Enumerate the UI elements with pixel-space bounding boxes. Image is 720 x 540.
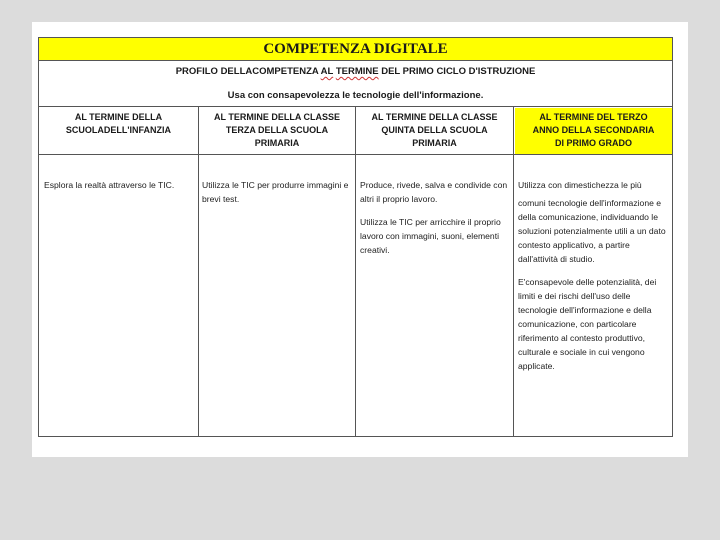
header-line: PRIMARIA xyxy=(254,138,300,148)
document-page xyxy=(32,22,688,457)
cell-paragraph: Esplora la realtà attraverso le TIC. xyxy=(44,180,175,190)
header-line: AL TERMINE DEL TERZO xyxy=(539,112,648,122)
profile-heading xyxy=(39,66,672,77)
column-cell-infanzia xyxy=(44,178,194,201)
cell-paragraph: comuni tecnologie dell'informazione e della comunicazione, individuando le soluzioni potenzialmente utili a un dato contesto applicativo, a partire dall'attività di studio. xyxy=(518,198,666,264)
column-divider xyxy=(513,106,514,436)
column-cell-quinta xyxy=(360,178,508,266)
column-header-infanzia xyxy=(39,108,198,154)
header-line: TERZA DELLA SCUOLA xyxy=(225,125,329,135)
profile-al: AL xyxy=(320,66,334,77)
cell-paragraph: Utilizza le TIC per produrre immagini e brevi test. xyxy=(202,180,349,204)
profile-suffix: DEL PRIMO CICLO D'ISTRUZIONE xyxy=(378,66,536,77)
profile-termine: TERMINE xyxy=(335,66,379,77)
header-line: PRIMARIA xyxy=(412,138,457,148)
column-divider xyxy=(198,106,199,436)
header-line: AL TERMINE DELLA xyxy=(74,112,163,122)
profile-prefix: PROFILO DELLACOMPETENZA xyxy=(175,66,321,77)
cell-paragraph: Utilizza le TIC per arricchire il proprio lavoro con immagini, suoni, elementi creativi. xyxy=(360,217,501,255)
header-line: QUINTA DELLA SCUOLA xyxy=(381,125,488,135)
cell-paragraph: E'consapevole delle potenzialità, dei limiti e dei rischi dell'uso delle tecnologie dell'informazione e della comunicazione, con particolare riferimento al contesto produttivo, culturale e sociale in cui vengono applicate. xyxy=(518,277,657,371)
column-header-terza xyxy=(199,108,355,154)
column-header-quinta xyxy=(356,108,513,154)
header-line: AL TERMINE DELLA CLASSE xyxy=(371,112,498,122)
column-divider xyxy=(355,106,356,436)
header-line: ANNO DELLA SECONDARIA xyxy=(532,125,655,135)
uses-statement: Usa con consapevolezza le tecnologie dell'informazione. xyxy=(227,90,484,101)
table-title: COMPETENZA DIGITALE xyxy=(39,38,672,61)
header-line: SCUOLADELL'INFANZIA xyxy=(65,125,172,135)
column-cell-secondaria xyxy=(518,178,668,382)
header-line: DI PRIMO GRADO xyxy=(554,138,632,148)
header-line: AL TERMINE DELLA CLASSE xyxy=(213,112,340,122)
cell-paragraph: Produce, rivede, salva e condivide con altri il proprio lavoro. xyxy=(360,180,508,204)
cell-paragraph: Utilizza con dimestichezza le più xyxy=(518,180,642,190)
competence-table xyxy=(38,37,673,437)
column-header-secondaria xyxy=(515,108,672,154)
column-cell-terza xyxy=(202,178,350,215)
